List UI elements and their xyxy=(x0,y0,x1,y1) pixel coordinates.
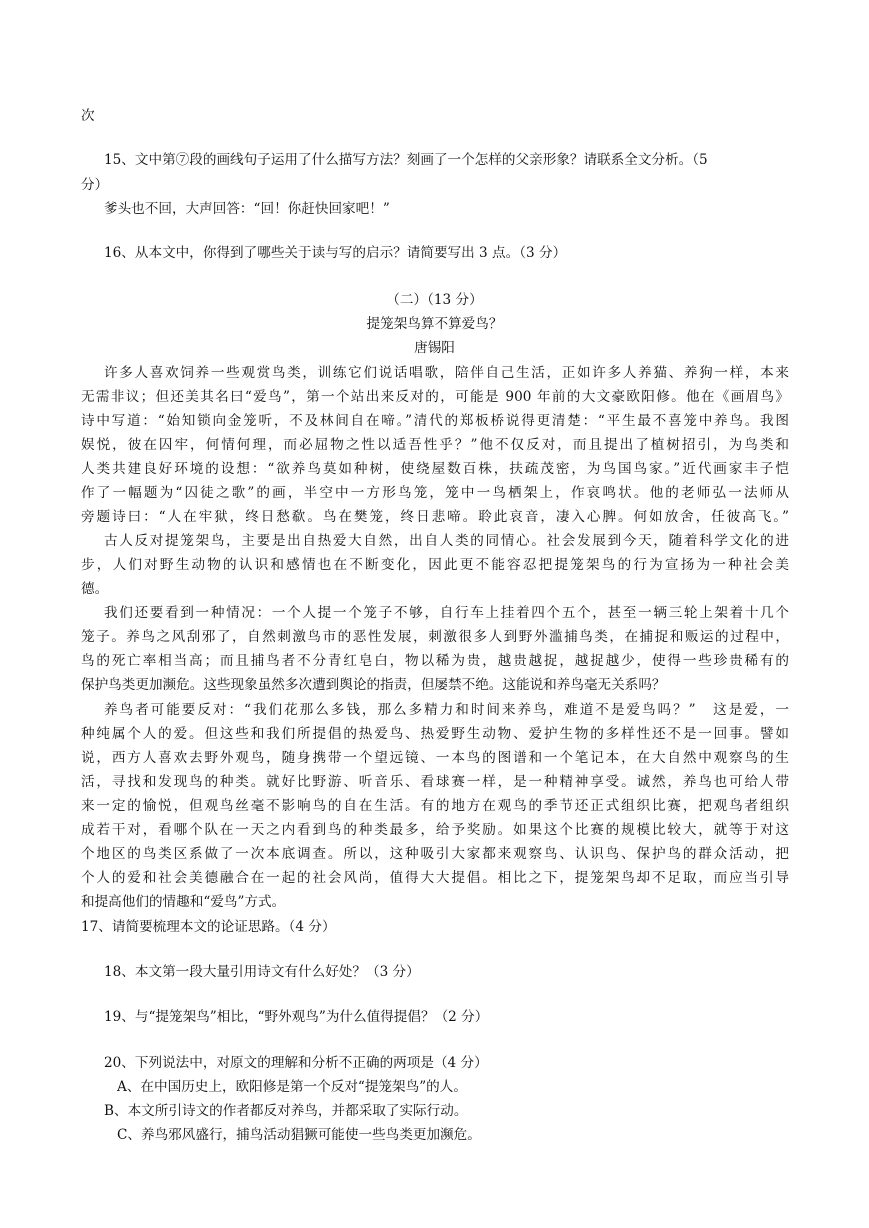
question-15-quote: 爹头也不回，大声回答：“回！你赶快回家吧！” xyxy=(104,201,390,217)
paragraph-3-line-1: 我们还要看到一种情况：一个人提一个笼子不够，自行车上挂着四个五个，甚至一辆三轮上架着十几个 xyxy=(104,605,789,621)
question-18: 18、本文第一段大量引用诗文有什么好处？（3 分） xyxy=(104,964,420,980)
question-16: 16、从本文中，你得到了哪些关于读与写的启示？请简要写出 3 点。（3 分） xyxy=(104,245,567,261)
paragraph-1-line-4: 娱悦，彼在囚牢，何情何理，而必屈物之性以适吾性乎？”他不仅反对，而且提出了植树招引，为鸟类和 xyxy=(81,437,789,453)
paragraph-2-line-2: 步，人们对野生动物的认识和感情也在不断变化，因此更不能容忍把提笼架鸟的行为宣扬为一种社会美 xyxy=(81,557,789,573)
paragraph-1-line-6: 作了一幅题为“囚徒之歌”的画，半空中一方形鸟笼，笼中一鸟栖架上，作哀鸣状。他的老师弘一法师从 xyxy=(81,485,789,501)
question-15-line-1: 15、文中第⑦段的画线句子运用了什么描写方法？刻画了一个怎样的父亲形象？请联系全文分析。（5 xyxy=(104,152,708,168)
paragraph-4-line-8: 个人的爱和社会美德融合在一起的社会风尚，值得大大提倡。相比之下，提笼架鸟却不足取，而应当引导 xyxy=(81,870,789,886)
question-19: 19、与“提笼架鸟”相比，“野外观鸟”为什么值得提倡？（2 分） xyxy=(104,1009,489,1025)
article-author: 唐锡阳 xyxy=(414,340,455,356)
paragraph-4-line-1: 养鸟者可能要反对：“我们花那么多钱，那么多精力和时间来养鸟，难道不是爱鸟吗？” 这是爱，一 xyxy=(104,702,789,718)
paragraph-4-line-4: 活，寻找和发现鸟的种类。就好比野游、听音乐、看球赛一样，是一种精神享受。诚然，养鸟也可给人带 xyxy=(81,774,789,790)
paragraph-3-line-2: 笼子。养鸟之风刮邪了，自然刺激鸟市的恶性发展，刺激很多人到野外滥捕鸟类，在捕捉和贩运的过程中， xyxy=(81,629,789,645)
paragraph-1-line-1: 许多人喜欢饲养一些观赏鸟类，训练它们说话唱歌，陪伴自己生活，正如许多人养猫、养狗一样，本来 xyxy=(104,365,789,381)
paragraph-4-line-2: 种纯属个人的爱。但这些和我们所提倡的热爱鸟、热爱野生动物、爱护生物的多样性还不是一回事。譬如 xyxy=(81,726,789,742)
article-title: 提笼架鸟算不算爱鸟？ xyxy=(366,316,503,332)
question-20-option-a: A、在中国历史上，欧阳修是第一个反对“提笼架鸟”的人。 xyxy=(117,1079,467,1095)
question-20-option-c: C、养鸟邪风盛行，捕鸟活动猖獗可能使一些鸟类更加濒危。 xyxy=(117,1127,481,1143)
paragraph-3-line-3: 鸟的死亡率相当高；而且捕鸟者不分青红皂白，物以稀为贵，越贵越捉，越捉越少，使得一些珍贵稀有的 xyxy=(81,653,789,669)
paragraph-4-line-7: 个地区的鸟类区系做了一次本底调查。所以，这种吸引大家都来观察鸟、认识鸟、保护鸟的群众活动，把 xyxy=(81,846,789,862)
paragraph-2-line-3: 德。 xyxy=(81,581,109,597)
paragraph-4-line-9: 和提高他们的情趣和“爱鸟”方式。 xyxy=(81,894,286,910)
top-fragment: 次 xyxy=(81,108,95,124)
question-20: 20、下列说法中，对原文的理解和分析不正确的两项是（4 分） xyxy=(104,1055,488,1071)
paragraph-1-line-2: 无需非议；但还美其名曰“爱鸟”，第一个站出来反对的，可能是 900 年前的大文豪欧阳修。他在《画眉鸟》 xyxy=(81,389,789,405)
paragraph-1-line-7: 旁题诗曰：“人在牢狱，终日愁欷。鸟在樊笼，终日悲啼。聆此哀音，凄入心脾。何如放舍，任彼高飞。” xyxy=(81,509,789,525)
paragraph-4-line-5: 来一定的愉悦，但观鸟丝毫不影响鸟的自在生活。有的地方在观鸟的季节还正式组织比赛，把观鸟者组织 xyxy=(81,798,789,814)
paragraph-4-line-3: 说，西方人喜欢去野外观鸟，随身携带一个望远镜、一本鸟的图谱和一个笔记本，在大自然中观察鸟的生 xyxy=(81,750,789,766)
paragraph-3-line-4: 保护鸟类更加濒危。这些现象虽然多次遭到舆论的指责，但屡禁不绝。这能说和养鸟毫无关系吗？ xyxy=(81,677,666,693)
question-20-option-b: B、本文所引诗文的作者都反对养鸟，并都采取了实际行动。 xyxy=(104,1103,468,1119)
question-17: 17、请简要梳理本文的论证思路。（4 分） xyxy=(81,919,336,935)
paragraph-2-line-1: 古人反对提笼架鸟，主要是出自热爱大自然，出自人类的同情心。社会发展到今天，随着科学文化的进 xyxy=(104,533,789,549)
paragraph-1-line-3: 诗中写道：“始知锁向金笼听，不及林间自在啼。”清代的郑板桥说得更清楚：“平生最不喜笼中养鸟。我图 xyxy=(81,413,789,429)
paragraph-1-line-5: 人类共建良好环境的设想：“欲养鸟莫如种树，使绕屋数百株，扶疏茂密，为鸟国鸟家。”近代画家丰子恺 xyxy=(81,461,789,477)
paragraph-4-line-6: 成若干对，看哪个队在一天之内看到鸟的种类最多，给予奖励。如果这个比赛的规模比较大，就等于对这 xyxy=(81,822,789,838)
section-header: （二）（13 分） xyxy=(386,292,483,308)
question-15-line-2: 分） xyxy=(81,177,109,193)
